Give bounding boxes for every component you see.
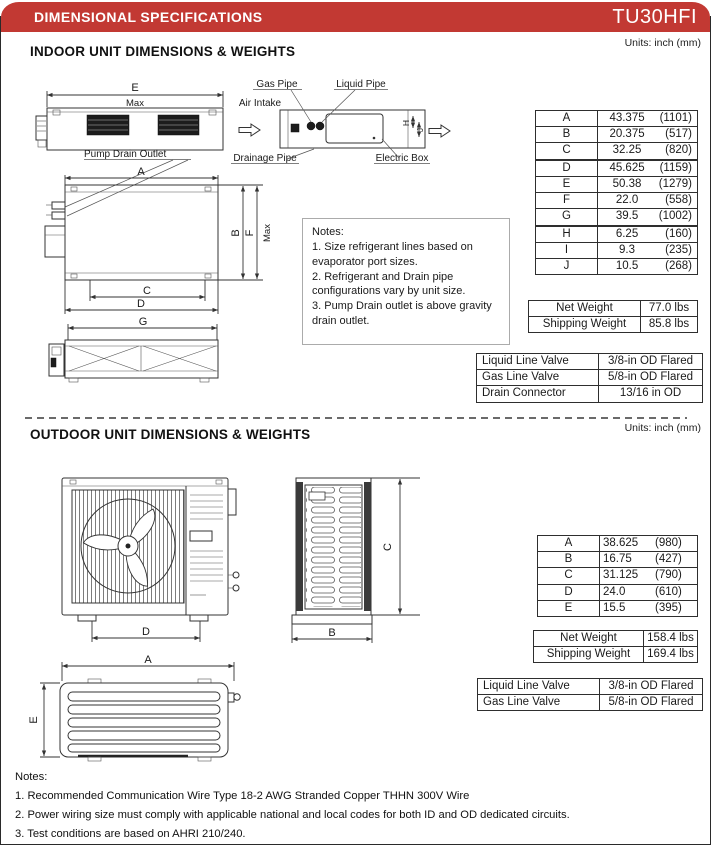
table-row [536,143,698,160]
table-row [538,552,698,568]
dim-letter: C [538,568,600,584]
outdoor-top-view [28,654,240,761]
outdoor-side-view [292,478,420,643]
table-row [538,536,698,552]
table-row [536,193,698,209]
weight-value: 158.4 lbs [644,631,698,647]
table-row [534,631,698,647]
table-row [536,176,698,192]
table-row [534,647,698,663]
weight-value: 85.8 lbs [641,317,698,333]
dim-letter: A [536,111,598,127]
footer-notes-title: Notes: [15,771,48,783]
connection-label: Liquid Line Valve [478,679,600,695]
connection-value: 13/16 in OD [599,386,703,402]
connection-value: 3/8-in OD Flared [599,354,703,370]
indoor-side-view [231,79,450,164]
outdoor-dim-e-label: E [28,716,40,724]
indoor-dim-h-label: H [401,119,411,127]
dim-letter: E [538,600,600,616]
dim-letter: E [536,176,598,192]
liquid-pipe-label: Liquid Pipe [336,79,386,90]
dim-value: 20.375 (517) [598,127,698,143]
outdoor-dimensions-table [537,535,698,617]
dim-letter: B [538,552,600,568]
dim-value: 39.5 (1002) [598,209,698,226]
dim-value: 43.375 (1101) [598,111,698,127]
dim-letter: H [536,226,598,243]
dim-letter: I [536,242,598,258]
dim-value: 15.5 (395) [600,600,698,616]
indoor-note-2: 2. Refrigerant and Drain pipe configurations vary by unit size. [312,270,466,298]
table-row [536,127,698,143]
gas-pipe-label: Gas Pipe [256,79,298,90]
dim-value: 22.0 (558) [598,193,698,209]
dim-value: 38.625 (980) [600,536,698,552]
weight-label: Shipping Weight [534,647,644,663]
table-row [536,111,698,127]
indoor-front-view [36,82,223,216]
indoor-bottom-view [49,316,218,382]
weight-label: Net Weight [534,631,644,647]
header-banner [1,2,710,32]
indoor-dim-f-max-label: Max [262,224,273,242]
connection-label: Drain Connector [477,386,599,402]
indoor-section-title: INDOOR UNIT DIMENSIONS & WEIGHTS [30,44,296,59]
electric-box-label: Electric Box [375,153,429,164]
outdoor-weights-table [533,630,698,663]
table-row [536,226,698,243]
connection-label: Gas Line Valve [477,370,599,386]
indoor-dim-b-label: B [230,229,242,237]
table-row [477,354,703,370]
air-intake-label: Air Intake [238,98,282,109]
dim-value: 45.625 (1159) [598,160,698,177]
connection-label: Gas Line Valve [478,695,600,711]
indoor-dim-c-label: C [143,285,151,297]
dim-value: 50.38 (1279) [598,176,698,192]
indoor-dim-d-label: D [137,298,145,310]
outdoor-dim-b-label: B [328,627,336,639]
indoor-note-3: 3. Pump Drain outlet is above gravity drain outlet. [312,300,492,328]
dim-letter: D [538,584,600,600]
dim-letter: J [536,258,598,274]
dim-value: 6.25 (160) [598,226,698,243]
footer-note-2: 2. Power wiring size must comply with applicable national and local codes for both ID and OD dedicated circuits. [15,809,570,821]
indoor-notes-box [302,218,510,345]
table-row [538,600,698,616]
dim-letter: G [536,209,598,226]
indoor-dim-e-label: E [131,82,139,94]
table-row [529,301,698,317]
table-row [538,584,698,600]
table-row [536,160,698,177]
outdoor-units-label: Units: inch (mm) [624,422,701,434]
dim-letter: F [536,193,598,209]
pump-drain-outlet-label: Pump Drain Outlet [84,149,167,160]
indoor-dimensions-table [535,110,698,275]
indoor-dim-j-label: J [415,127,425,133]
dim-value: 31.125 (790) [600,568,698,584]
indoor-dim-g-label: G [138,316,148,328]
weight-label: Shipping Weight [529,317,641,333]
outdoor-section-title: OUTDOOR UNIT DIMENSIONS & WEIGHTS [30,427,311,442]
indoor-note-1: 1. Size refrigerant lines based on evaporator port sizes. [312,240,473,268]
dim-value: 9.3 (235) [598,242,698,258]
drainage-pipe-label: Drainage Pipe [233,153,297,164]
outdoor-unit-diagram [30,455,475,780]
table-row [536,209,698,226]
indoor-dim-e-max-label: Max [126,98,144,109]
table-row [536,242,698,258]
table-row [477,370,703,386]
dim-value: 32.25 (820) [598,143,698,160]
dim-letter: B [536,127,598,143]
indoor-dim-a-label: A [137,166,145,178]
connection-value: 5/8-in OD Flared [599,370,703,386]
air-out-arrow [429,125,450,137]
section-divider [25,417,687,419]
outdoor-dim-c-label: C [382,543,394,551]
table-row [477,386,703,402]
footer-note-1: 1. Recommended Communication Wire Type 18-2 AWG Stranded Copper THHN 300V Wire [15,790,470,802]
table-row [478,679,703,695]
dim-letter: A [538,536,600,552]
connection-label: Liquid Line Valve [477,354,599,370]
connection-value: 5/8-in OD Flared [600,695,703,711]
indoor-units-label: Units: inch (mm) [624,37,701,49]
outdoor-dim-d-label: D [142,626,150,638]
table-row [529,317,698,333]
outdoor-connections-table [477,678,703,711]
weight-label: Net Weight [529,301,641,317]
dim-letter: D [536,160,598,177]
model-number: TU30HFI [612,6,697,28]
outdoor-dim-a-label: A [144,654,152,666]
table-row [478,695,703,711]
connection-value: 3/8-in OD Flared [600,679,703,695]
outdoor-front-view [62,478,239,642]
indoor-dim-f-label: F [244,229,256,237]
dim-value: 10.5 (268) [598,258,698,274]
indoor-connections-table [476,353,703,403]
table-row [538,568,698,584]
dim-value: 24.0 (610) [600,584,698,600]
weight-value: 77.0 lbs [641,301,698,317]
indoor-notes-title: Notes: [312,226,344,238]
weight-value: 169.4 lbs [644,647,698,663]
indoor-top-view [45,166,273,314]
table-row [536,258,698,274]
footer-notes [15,771,695,845]
dim-letter: C [536,143,598,160]
air-in-arrow [239,124,260,136]
page-title: DIMENSIONAL SPECIFICATIONS [34,9,263,25]
indoor-weights-table [528,300,698,333]
dim-value: 16.75 (427) [600,552,698,568]
footer-note-3: 3. Test conditions are based on AHRI 210/240. [15,828,246,840]
